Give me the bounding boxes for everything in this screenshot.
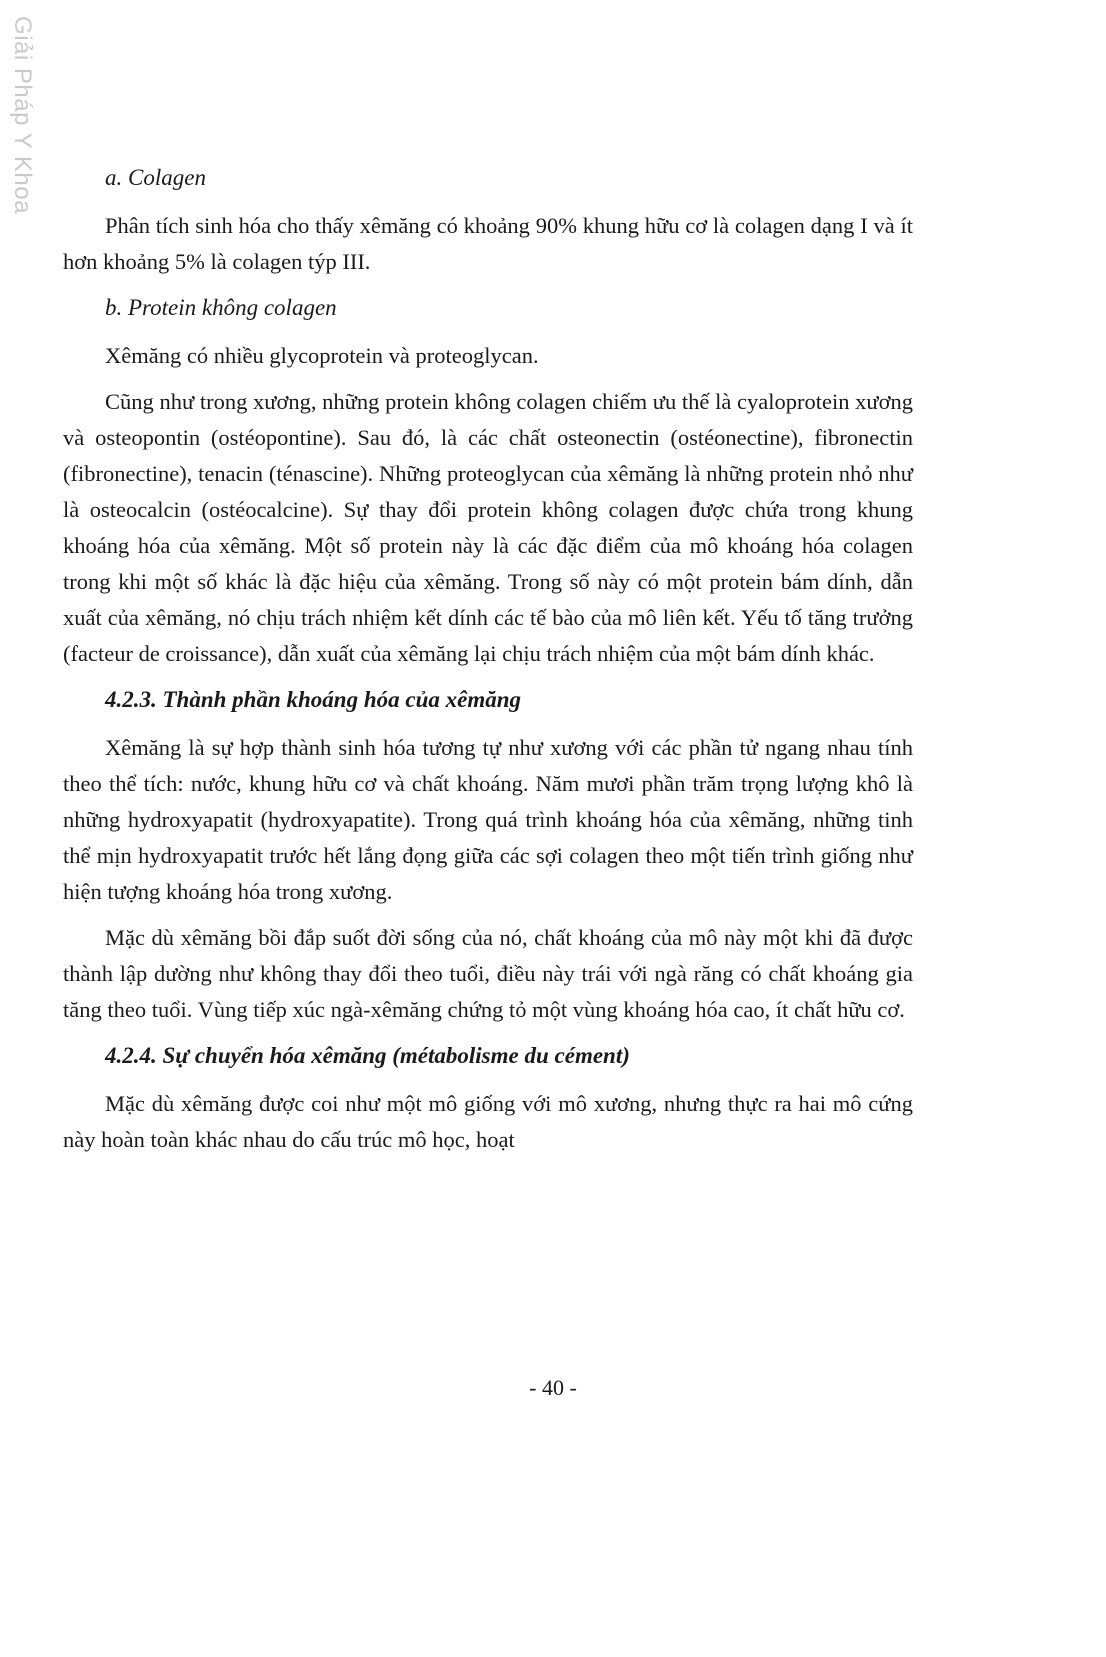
subheading-protein: b. Protein không colagen (105, 295, 337, 320)
page-number: - 40 - (529, 1375, 577, 1400)
watermark (2, 10, 42, 220)
paragraph-glycoprotein: Xêmăng có nhiều glycoprotein và proteoglycan. (105, 343, 539, 368)
subheading-colagen: a. Colagen (105, 165, 206, 190)
section-heading-423: 4.2.3. Thành phần khoáng hóa của xêmăng (105, 687, 522, 712)
paragraph-colagen: Phân tích sinh hóa cho thấy xêmăng có khoảng 90% khung hữu cơ là colagen dạng I và ít hơn khoảng 5% là colagen týp III. (63, 213, 913, 274)
paragraph-noncollagen-proteins: Cũng như trong xương, những protein không colagen chiếm ưu thế là cyaloprotein xương và osteopontin (ostéopontine). Sau đó, là các chất osteonectin (ostéonectine), fibronectin (fibronectine), tenacin (ténascine). Những proteoglycan của xêmăng là những protein nhỏ như là osteocalcin (ostéocalcine). Sự thay đổi protein không colagen được chứa trong khung khoáng hóa của xêmăng. Một số protein này là các đặc điểm của mô khoáng hóa colagen trong khi một số khác là đặc hiệu của xêmăng. Trong số này có một protein bám dính, dẫn xuất của xêmăng, nó chịu trách nhiệm kết dính các tế bào của mô liên kết. Yếu tố tăng trưởng (facteur de croissance), dẫn xuất của xêmăng lại chịu trách nhiệm của một bám dính khác. (63, 389, 913, 666)
page-content (63, 160, 913, 1168)
paragraph-mineral-age: Mặc dù xêmăng bồi đắp suốt đời sống của nó, chất khoáng của mô này một khi đã được thành lập dường như không thay đổi theo tuổi, điều này trái với ngà răng có chất khoáng gia tăng theo tuổi. Vùng tiếp xúc ngà-xêmăng chứng tỏ một vùng khoáng hóa cao, ít chất hữu cơ. (63, 925, 913, 1022)
paragraph-metabolism: Mặc dù xêmăng được coi như một mô giống với mô xương, nhưng thực ra hai mô cứng này hoàn toàn khác nhau do cấu trúc mô học, hoạt (63, 1091, 913, 1152)
watermark-text: Giải Pháp Y Khoa (9, 16, 36, 214)
section-heading-424: 4.2.4. Sự chuyển hóa xêmăng (métabolisme du cément) (105, 1043, 630, 1068)
paragraph-mineral-composition: Xêmăng là sự hợp thành sinh hóa tương tự như xương với các phần tử ngang nhau tính theo thể tích: nước, khung hữu cơ và chất khoáng. Năm mươi phần trăm trọng lượng khô là những hydroxyapatit (hydroxyapatite). Trong quá trình khoáng hóa của xêmăng, những tinh thể mịn hydroxyapatit trước hết lắng đọng giữa các sợi colagen theo một tiến trình giống như hiện tượng khoáng hóa trong xương. (63, 735, 913, 904)
